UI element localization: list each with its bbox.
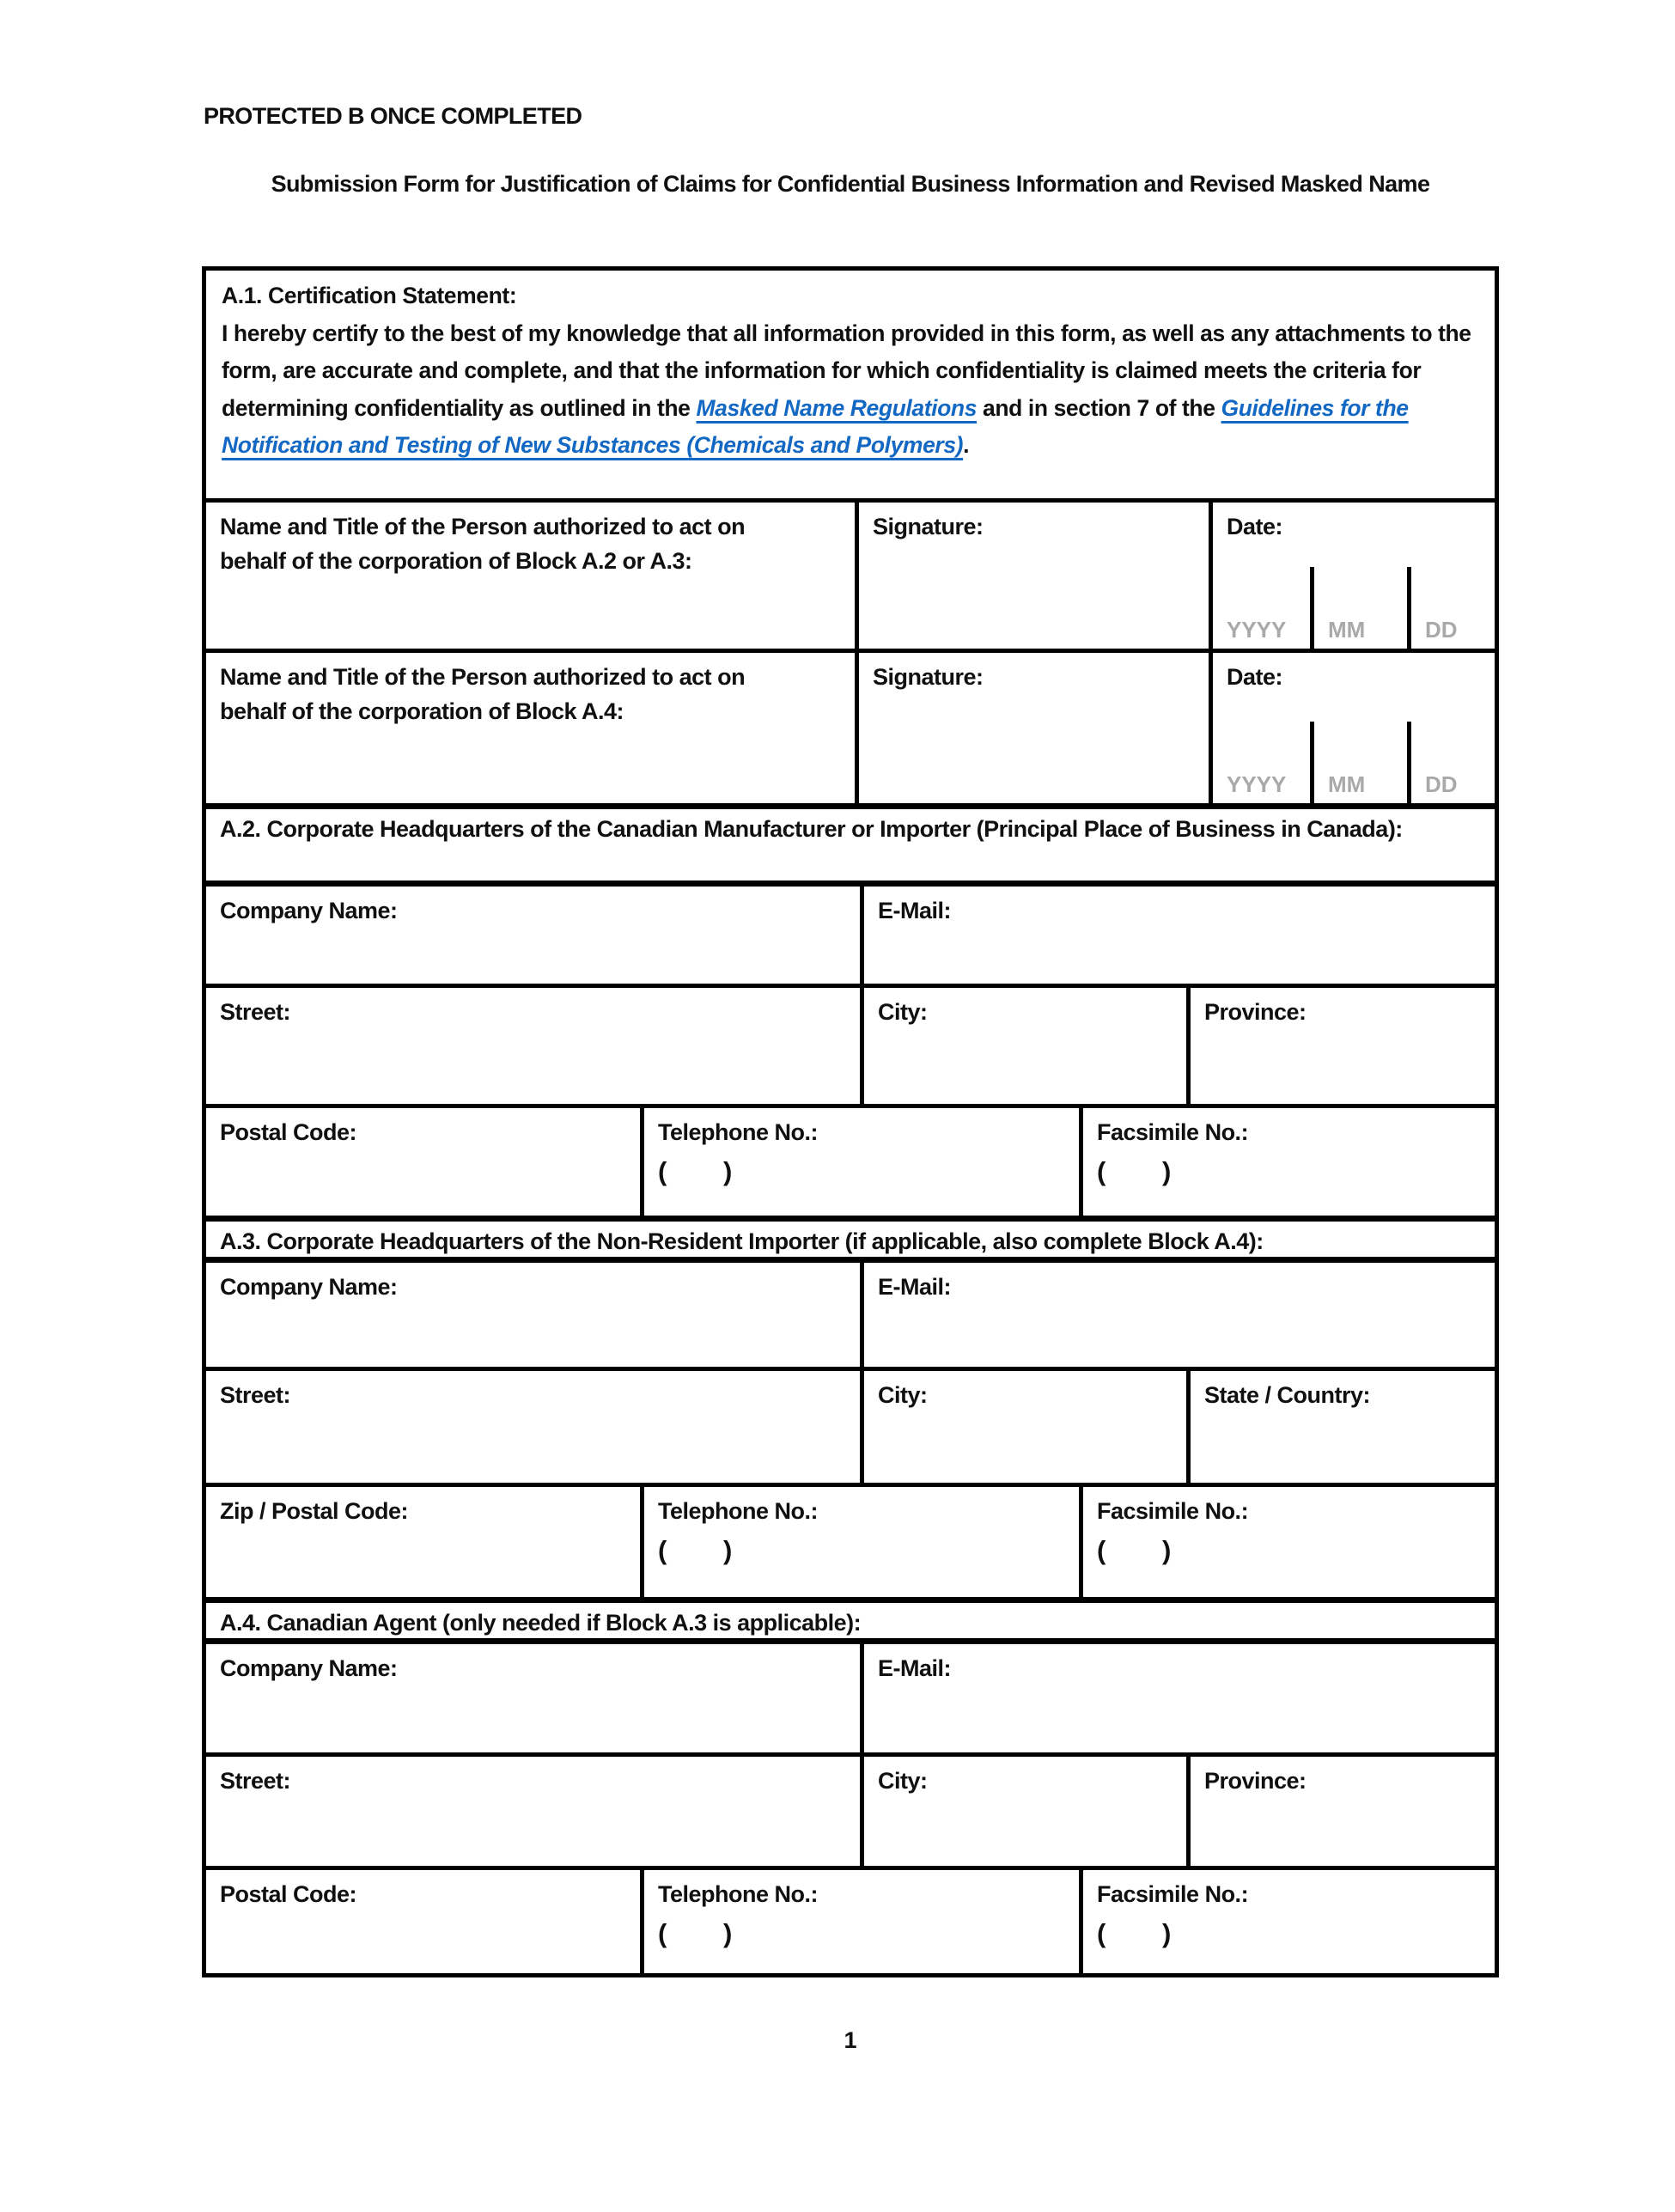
a2-facsimile-cell <box>1079 1108 1495 1216</box>
section-a3-heading: A.3. Corporate Headquarters of the Non-Resident Importer (if applicable, also complete Block A.4): <box>220 1228 1264 1254</box>
section-a4-header <box>206 1597 1495 1638</box>
a3-city-label: City: <box>878 1382 928 1408</box>
section-a1-certification <box>206 271 1495 498</box>
a3-company-name-input[interactable] <box>206 1263 860 1367</box>
a3-facsimile-cell <box>1079 1487 1495 1597</box>
signature-2-input[interactable] <box>859 653 1209 803</box>
a2-province-input[interactable] <box>1191 988 1495 1104</box>
a2-street-row <box>206 984 1495 1104</box>
section-a3-header <box>206 1216 1495 1257</box>
authorized-person-2-input[interactable] <box>206 653 855 803</box>
certification-text-2: and in section 7 of the <box>977 394 1221 421</box>
a4-street-label: Street: <box>220 1768 291 1794</box>
a4-postal-cell <box>206 1870 640 1973</box>
a4-telephone-cell <box>640 1870 1079 1973</box>
form-table <box>202 266 1499 1977</box>
a2-street-cell <box>206 988 860 1104</box>
masked-name-regulations-link[interactable]: Masked Name Regulations <box>696 394 978 421</box>
signature-1-cell <box>855 503 1209 649</box>
a4-street-cell <box>206 1757 860 1866</box>
certification-text-1: I hereby certify to the best of my knowledge that all information provided in this form, as well as any attachments to the form, are accurate and complete, and that the information for which confidentiality is claimed meets the criteria for determining confidentiality as outlined in the <box>222 320 1471 421</box>
date-1-year-input[interactable] <box>1213 567 1310 649</box>
date-2-month-input[interactable] <box>1310 722 1411 803</box>
a3-email-input[interactable] <box>864 1263 1495 1367</box>
a4-company-label: Company Name: <box>220 1655 398 1681</box>
authorized-person-1-cell <box>206 503 855 649</box>
a3-zip-label: Zip / Postal Code: <box>220 1498 409 1524</box>
a2-email-cell <box>860 887 1495 984</box>
a3-street-row <box>206 1367 1495 1483</box>
section-a2-heading: A.2. Corporate Headquarters of the Canadian Manufacturer or Importer (Principal Place of Business in Canada): <box>220 816 1403 842</box>
a4-email-label: E-Mail: <box>878 1655 952 1681</box>
a3-state-country-cell <box>1186 1371 1495 1483</box>
a4-city-input[interactable] <box>864 1757 1186 1866</box>
signature-row-2 <box>206 649 1495 803</box>
a2-telephone-cell <box>640 1108 1079 1216</box>
a3-facsimile-label: Facsimile No.: <box>1097 1498 1249 1524</box>
a3-street-input[interactable] <box>206 1371 860 1483</box>
section-a2-header <box>206 803 1495 881</box>
a2-province-cell <box>1186 988 1495 1104</box>
a3-city-input[interactable] <box>864 1371 1186 1483</box>
month-placeholder: MM <box>1328 617 1366 643</box>
a3-street-cell <box>206 1371 860 1483</box>
guidelines-new-substances-link[interactable]: Guidelines for the Notification and Testing of New Substances (Chemicals and Polymers) <box>222 394 1409 458</box>
a2-company-name-input[interactable] <box>206 887 860 984</box>
a3-zip-row <box>206 1483 1495 1597</box>
a4-facsimile-label: Facsimile No.: <box>1097 1881 1249 1907</box>
a2-email-label: E-Mail: <box>878 898 952 923</box>
authorized-person-1-input[interactable] <box>206 503 855 649</box>
date-2-grid <box>1213 722 1495 803</box>
signature-2-label: Signature: <box>873 664 984 690</box>
year-placeholder: YYYY <box>1227 771 1287 797</box>
a3-company-cell <box>206 1263 860 1367</box>
page-number: 1 <box>844 2027 857 2053</box>
signature-2-cell <box>855 653 1209 803</box>
day-placeholder: DD <box>1425 771 1458 797</box>
signature-1-label: Signature: <box>873 514 984 539</box>
a4-postal-label: Postal Code: <box>220 1881 357 1907</box>
a3-city-cell <box>860 1371 1186 1483</box>
a4-company-cell <box>206 1644 860 1752</box>
date-1-grid <box>1213 567 1495 649</box>
a4-province-label: Province: <box>1204 1768 1306 1794</box>
a4-email-cell <box>860 1644 1495 1752</box>
a2-postal-label: Postal Code: <box>220 1119 357 1145</box>
a2-facsimile-label: Facsimile No.: <box>1097 1119 1249 1145</box>
a2-email-input[interactable] <box>864 887 1495 984</box>
a2-street-input[interactable] <box>206 988 860 1104</box>
a2-company-row <box>206 881 1495 984</box>
a3-company-row <box>206 1257 1495 1367</box>
date-2-day-input[interactable] <box>1411 722 1495 803</box>
classification-banner: PROTECTED B ONCE COMPLETED <box>204 103 582 129</box>
a3-email-label: E-Mail: <box>878 1274 952 1300</box>
a2-company-label: Company Name: <box>220 898 398 923</box>
a4-postal-code-input[interactable] <box>206 1870 640 1973</box>
date-2-label: Date: <box>1227 664 1283 690</box>
a4-postal-row <box>206 1866 1495 1973</box>
authorized-person-2-cell <box>206 653 855 803</box>
a4-facsimile-input[interactable]: ( ) <box>1097 1918 1173 1948</box>
date-1-month-input[interactable] <box>1310 567 1411 649</box>
a2-telephone-label: Telephone No.: <box>658 1119 818 1145</box>
a2-company-cell <box>206 887 860 984</box>
a4-email-input[interactable] <box>864 1644 1495 1752</box>
date-1-label: Date: <box>1227 514 1283 539</box>
a2-street-label: Street: <box>220 999 291 1025</box>
signature-row-1 <box>206 498 1495 649</box>
a4-street-row <box>206 1752 1495 1866</box>
a4-street-input[interactable] <box>206 1757 860 1866</box>
year-placeholder: YYYY <box>1227 617 1287 643</box>
a4-company-row <box>206 1638 1495 1752</box>
signature-1-input[interactable] <box>859 503 1209 649</box>
date-2-cell <box>1209 653 1495 803</box>
a3-state-country-input[interactable] <box>1191 1371 1495 1483</box>
a3-zip-postal-code-input[interactable] <box>206 1487 640 1597</box>
a4-city-cell <box>860 1757 1186 1866</box>
date-1-day-input[interactable] <box>1411 567 1495 649</box>
a2-facsimile-input[interactable]: ( ) <box>1097 1156 1173 1186</box>
a2-city-cell <box>860 988 1186 1104</box>
month-placeholder: MM <box>1328 771 1366 797</box>
a2-postal-code-input[interactable] <box>206 1108 640 1216</box>
a4-city-label: City: <box>878 1768 928 1794</box>
a3-state-country-label: State / Country: <box>1204 1382 1371 1408</box>
a3-street-label: Street: <box>220 1382 291 1408</box>
a3-facsimile-input[interactable]: ( ) <box>1097 1535 1173 1565</box>
a2-province-label: Province: <box>1204 999 1306 1025</box>
a4-telephone-input[interactable]: ( ) <box>658 1918 734 1948</box>
a4-facsimile-cell <box>1079 1870 1495 1973</box>
a3-telephone-input[interactable]: ( ) <box>658 1535 734 1565</box>
a4-province-input[interactable] <box>1191 1757 1495 1866</box>
page-title: Submission Form for Justification of Claims for Confidential Business Information and Revised Masked Name <box>271 171 1430 197</box>
a2-postal-row <box>206 1104 1495 1216</box>
a4-company-name-input[interactable] <box>206 1644 860 1752</box>
authorized-person-2-label: Name and Title of the Person authorized to act on behalf of the corporation of Block A.4: <box>220 664 746 724</box>
certification-text-3: . <box>963 432 970 458</box>
date-1-cell <box>1209 503 1495 649</box>
section-a4-heading: A.4. Canadian Agent (only needed if Block A.3 is applicable): <box>220 1610 862 1636</box>
a2-city-input[interactable] <box>864 988 1186 1104</box>
date-2-year-input[interactable] <box>1213 722 1310 803</box>
a2-city-label: City: <box>878 999 928 1025</box>
a4-province-cell <box>1186 1757 1495 1866</box>
a3-company-label: Company Name: <box>220 1274 398 1300</box>
a4-telephone-label: Telephone No.: <box>658 1881 818 1907</box>
a2-postal-cell <box>206 1108 640 1216</box>
authorized-person-1-label: Name and Title of the Person authorized to act on behalf of the corporation of Block A.2 or A.3: <box>220 514 746 574</box>
day-placeholder: DD <box>1425 617 1458 643</box>
a3-telephone-cell <box>640 1487 1079 1597</box>
a3-email-cell <box>860 1263 1495 1367</box>
a3-zip-cell <box>206 1487 640 1597</box>
a2-telephone-input[interactable]: ( ) <box>658 1156 734 1186</box>
section-a1-heading: A.1. Certification Statement: <box>222 283 517 308</box>
a3-telephone-label: Telephone No.: <box>658 1498 818 1524</box>
